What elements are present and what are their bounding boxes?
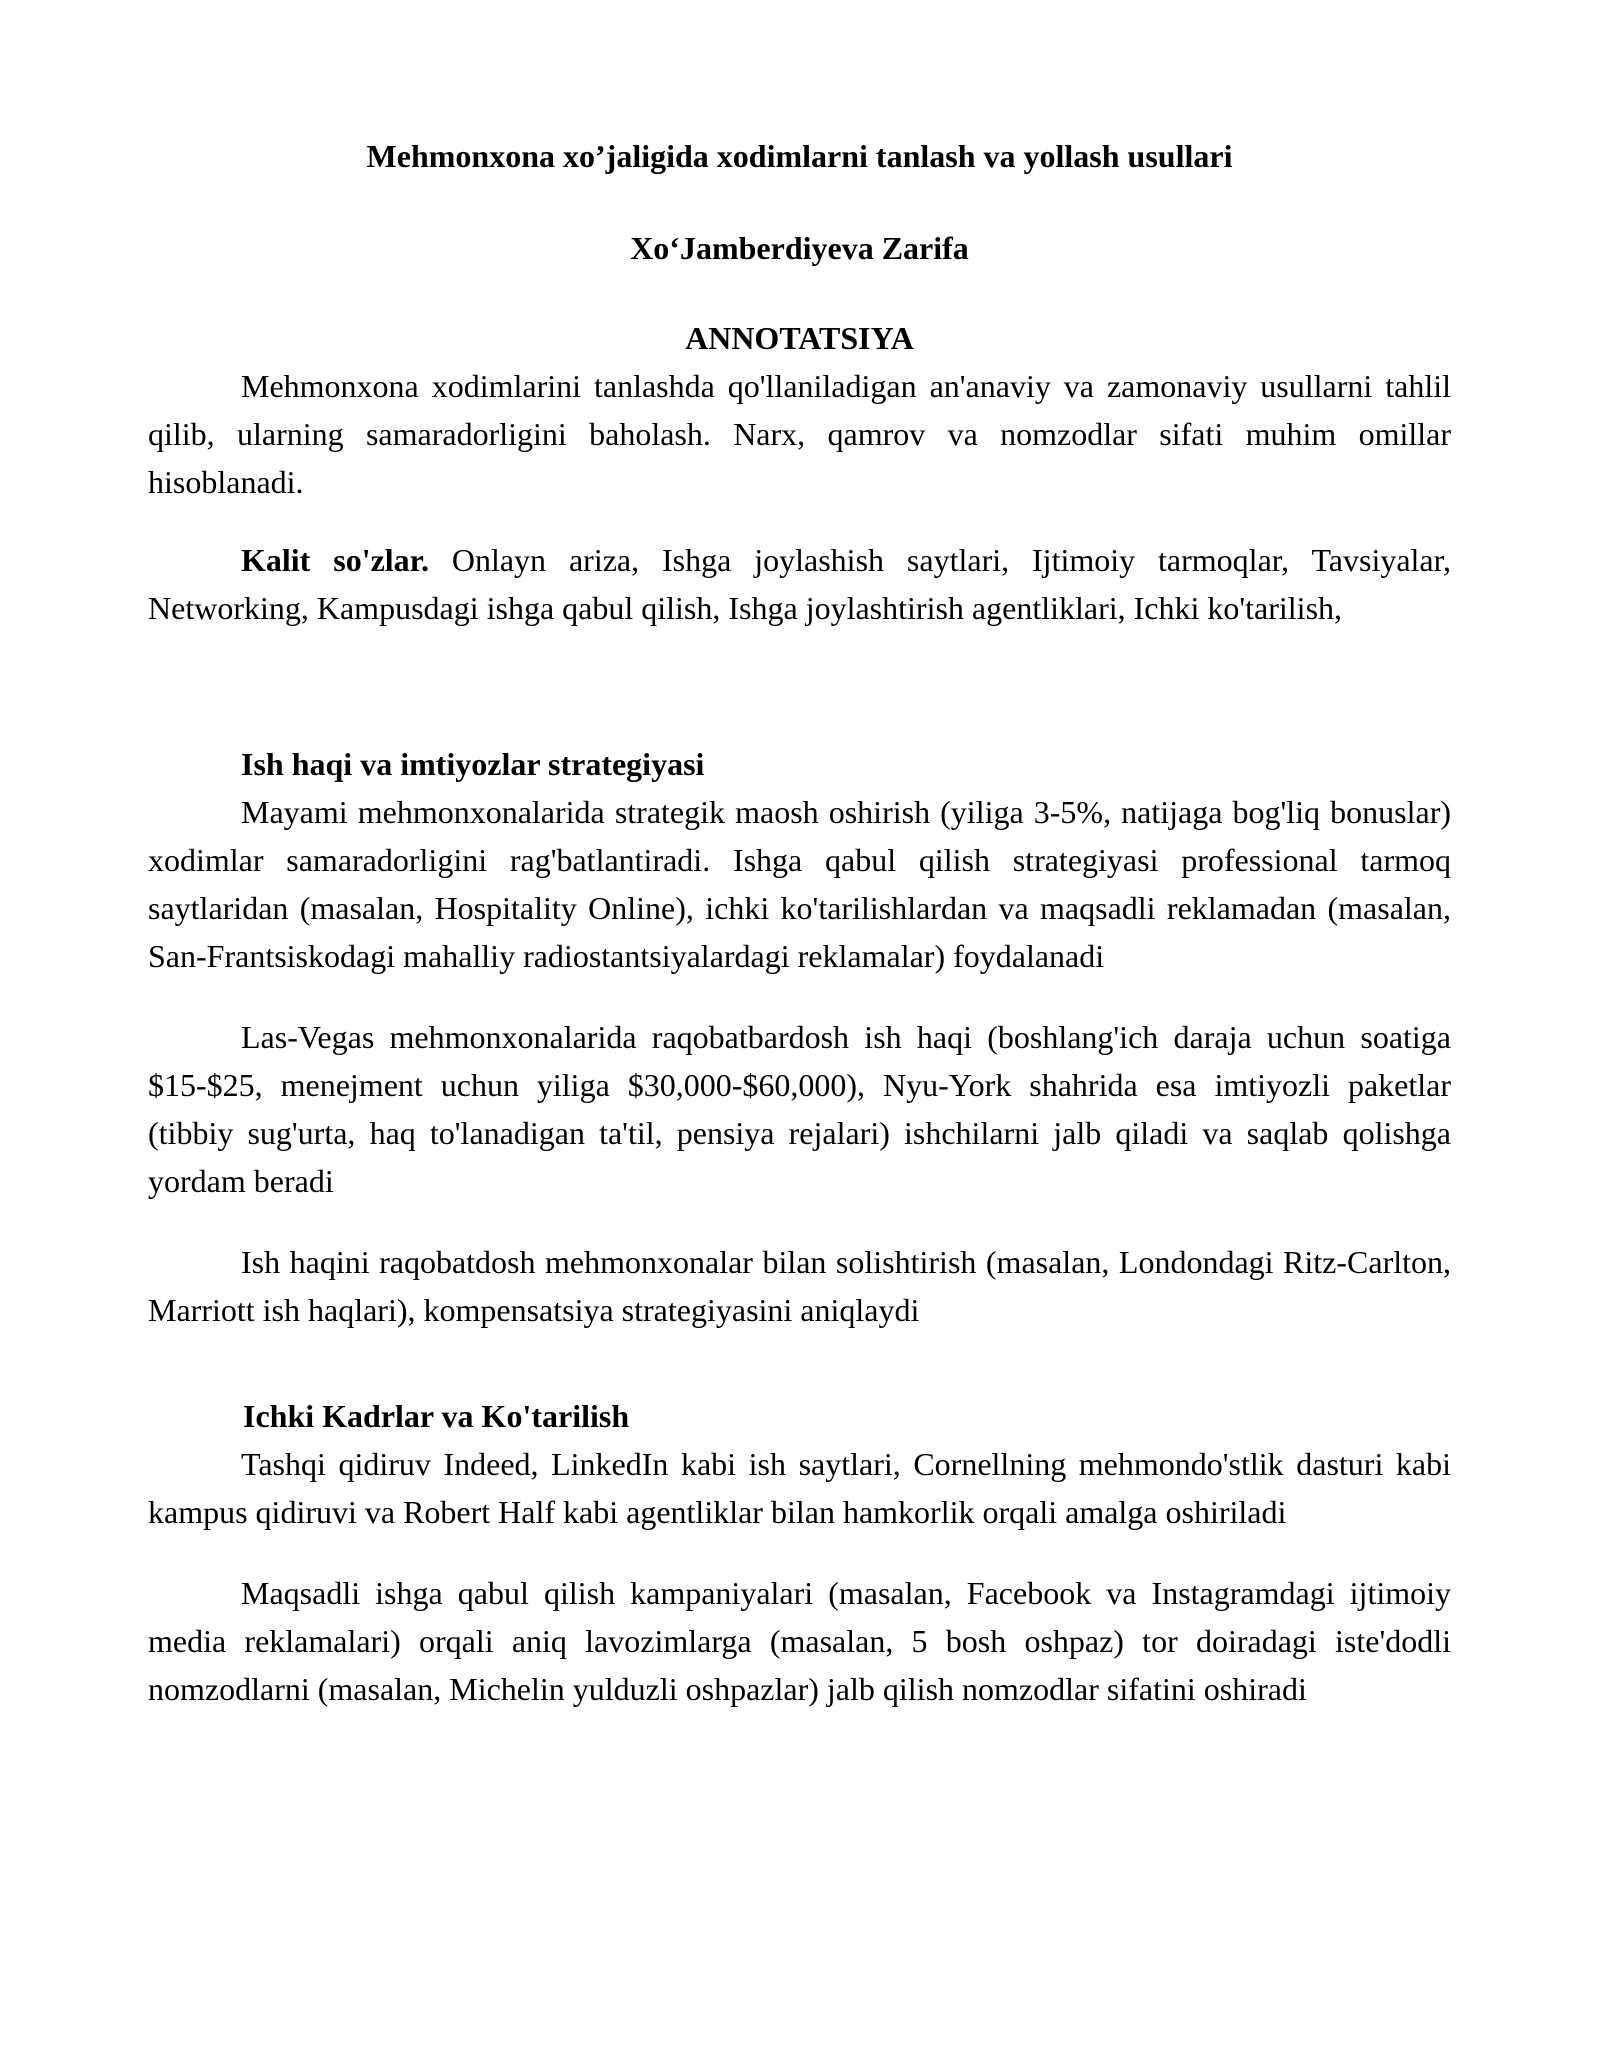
annotation-heading: ANNOTATSIYA <box>685 320 914 356</box>
keywords-paragraph <box>148 536 1451 632</box>
document-author: Xo‘Jamberdiyeva Zarifa <box>630 230 969 266</box>
section-1-paragraph-3: Ish haqini raqobatdosh mehmonxonalar bilan solishtirish (masalan, Londondagi Ritz-Carlton, Marriott ish haqlari), kompensatsiya strategiyasini aniqlaydi <box>148 1244 1451 1328</box>
section-2-paragraph-2: Maqsadli ishga qabul qilish kampaniyalari (masalan, Facebook va Instagramdagi ijtimoiy media reklamalari) orqali aniq lavozimlarga (masalan, 5 bosh oshpaz) tor doiradagi iste'dodli nomzodlarni (masalan, Michelin yulduzli oshpazlar) jalb qilish nomzodlar sifatini oshiradi <box>148 1575 1451 1707</box>
section-2-paragraph-1: Tashqi qidiruv Indeed, LinkedIn kabi ish saytlari, Cornellning mehmondo'stlik dasturi kabi kampus qidiruvi va Robert Half kabi agentliklar bilan hamkorlik orqali amalga oshiriladi <box>148 1446 1451 1530</box>
section-heading-salary: Ish haqi va imtiyozlar strategiyasi <box>241 746 705 782</box>
keywords-text: Onlayn ariza, Ishga joylashish saytlari, Ijtimoiy tarmoqlar, Tavsiyalar, Networking, Kampusdagi ishga qabul qilish, Ishga joylashtirish agentliklari, Ichki ko'tarilish, <box>148 542 1451 626</box>
annotation-paragraph: Mehmonxona xodimlarini tanlashda qo'llaniladigan an'anaviy va zamonaviy usullarni tahlil qilib, ularning samaradorligini baholash. Narx, qamrov va nomzodlar sifati muhim omillar hisoblanadi. <box>148 368 1451 500</box>
document-content <box>148 128 1451 1713</box>
section-1-paragraph-1: Mayami mehmonxonalarida strategik maosh oshirish (yiliga 3-5%, natijaga bog'liq bonuslar) xodimlar samaradorligini rag'batlantiradi. Ishga qabul qilish strategiyasi professional tarmoq saytlaridan (masalan, Hospitality Online), ichki ko'tarilishlardan va maqsadli reklamadan (masalan, San-Frantsiskodagi mahalliy radiostantsiyalardagi reklamalar) foydalanadi <box>148 794 1451 974</box>
document-title: Mehmonxona xo’jaligida xodimlarni tanlash va yollash usullari <box>366 138 1233 174</box>
section-1-paragraph-2: Las-Vegas mehmonxonalarida raqobatbardosh ish haqi (boshlang'ich daraja uchun soatiga $15-$25, menejment uchun yiliga $30,000-$60,000), Nyu-York shahrida esa imtiyozli paketlar (tibbiy sug'urta, haq to'lanadigan ta'til, pensiya rejalari) ishchilarni jalb qiladi va saqlab qolishga yordam beradi <box>148 1019 1451 1199</box>
keywords-label: Kalit so'zlar. <box>241 542 429 578</box>
section-heading-internal-staff: Ichki Kadrlar va Ko'tarilish <box>243 1398 630 1434</box>
